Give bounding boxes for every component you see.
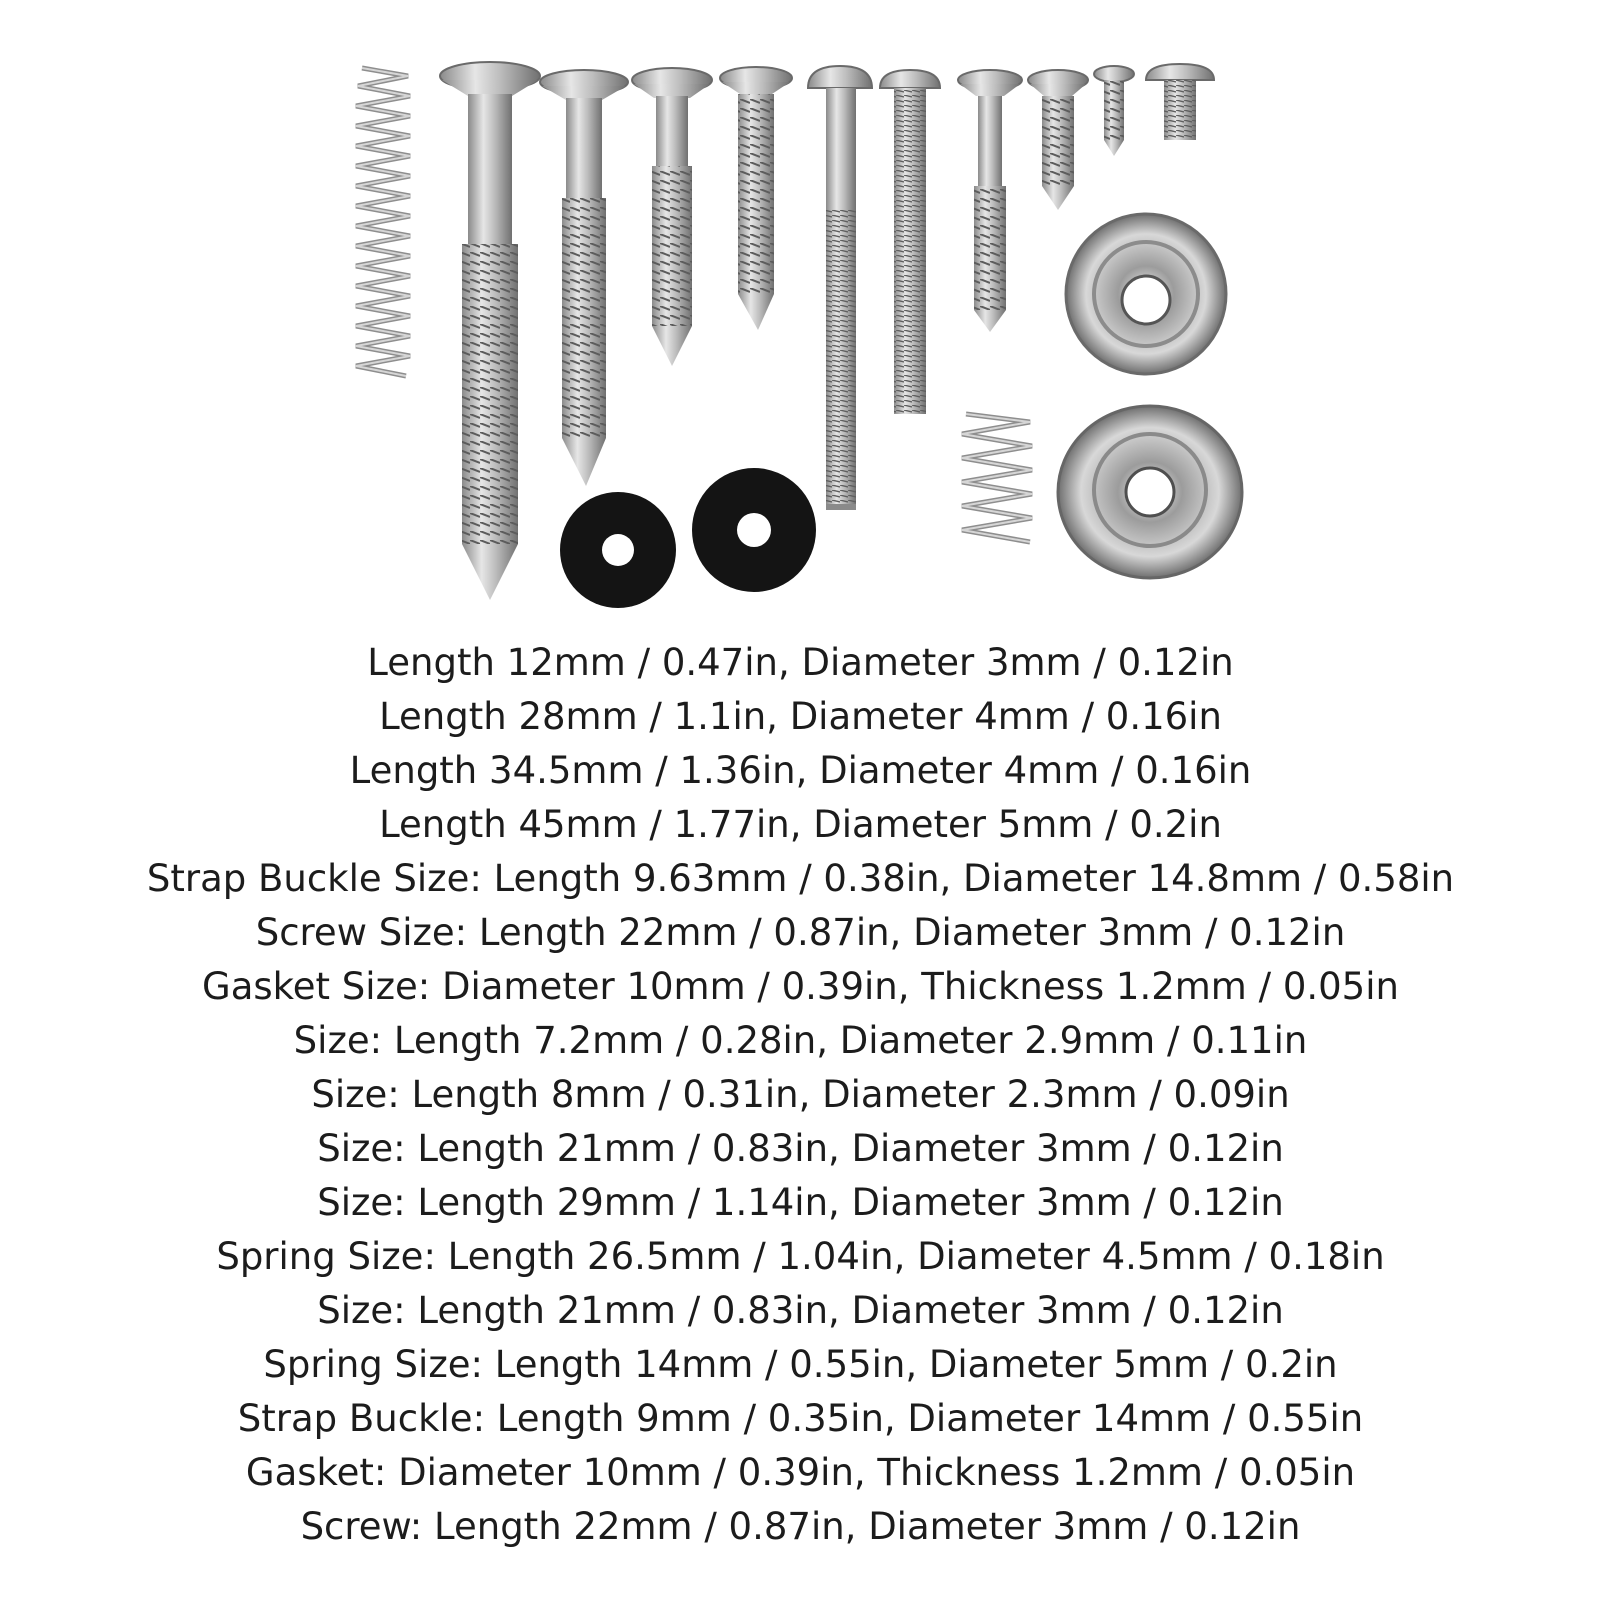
spec-line: Length 34.5mm / 1.36in, Diameter 4mm / 0.16in (349, 749, 1252, 792)
screw-34-5mm-icon (540, 70, 628, 486)
spec-line: Size: Length 8mm / 0.31in, Diameter 2.3mm / 0.09in (311, 1073, 1290, 1116)
rubber-gasket-icon (692, 468, 816, 592)
spec-line: Gasket Size: Diameter 10mm / 0.39in, Thickness 1.2mm / 0.05in (202, 965, 1399, 1008)
hardware-photo (0, 0, 1601, 620)
spring-long-icon (356, 68, 410, 376)
screw-45mm-icon (440, 62, 540, 600)
spring-short-icon (962, 414, 1032, 542)
spec-list (0, 636, 1601, 1554)
spec-line: Strap Buckle Size: Length 9.63mm / 0.38in, Diameter 14.8mm / 0.58in (146, 857, 1455, 900)
screw-29mm-icon (958, 70, 1022, 332)
spec-line: Size: Length 7.2mm / 0.28in, Diameter 2.9mm / 0.11in (293, 1019, 1308, 1062)
spec-line: Size: Length 21mm / 0.83in, Diameter 3mm / 0.12in (317, 1289, 1284, 1332)
screw-21mm-icon (720, 67, 792, 330)
spec-line: Size: Length 29mm / 1.14in, Diameter 3mm / 0.12in (317, 1181, 1284, 1224)
strap-buckle-icon (1058, 406, 1242, 578)
screw-28mm-icon (632, 68, 712, 366)
screw-12mm-icon (1028, 70, 1088, 210)
spec-line: Spring Size: Length 14mm / 0.55in, Diameter 5mm / 0.2in (263, 1343, 1338, 1386)
spec-line: Strap Buckle: Length 9mm / 0.35in, Diameter 14mm / 0.55in (237, 1397, 1364, 1440)
spec-line: Length 45mm / 1.77in, Diameter 5mm / 0.2in (379, 803, 1222, 846)
spec-line: Length 28mm / 1.1in, Diameter 4mm / 0.16in (379, 695, 1222, 738)
spec-line: Length 12mm / 0.47in, Diameter 3mm / 0.12in (367, 641, 1234, 684)
machine-screw-long-icon (808, 66, 872, 510)
screw-7-2mm-icon (1146, 64, 1214, 140)
screw-8mm-icon (1094, 66, 1134, 156)
spec-line: Gasket: Diameter 10mm / 0.39in, Thickness 1.2mm / 0.05in (245, 1451, 1356, 1494)
spec-line: Size: Length 21mm / 0.83in, Diameter 3mm / 0.12in (317, 1127, 1284, 1170)
spec-line: Spring Size: Length 26.5mm / 1.04in, Diameter 4.5mm / 0.18in (216, 1235, 1385, 1278)
rubber-gasket-icon (560, 492, 676, 608)
spec-line: Screw Size: Length 22mm / 0.87in, Diameter 3mm / 0.12in (255, 911, 1346, 954)
machine-screw-icon (880, 70, 940, 414)
spec-line: Screw: Length 22mm / 0.87in, Diameter 3mm / 0.12in (300, 1505, 1301, 1548)
strap-buckle-icon (1066, 214, 1226, 374)
